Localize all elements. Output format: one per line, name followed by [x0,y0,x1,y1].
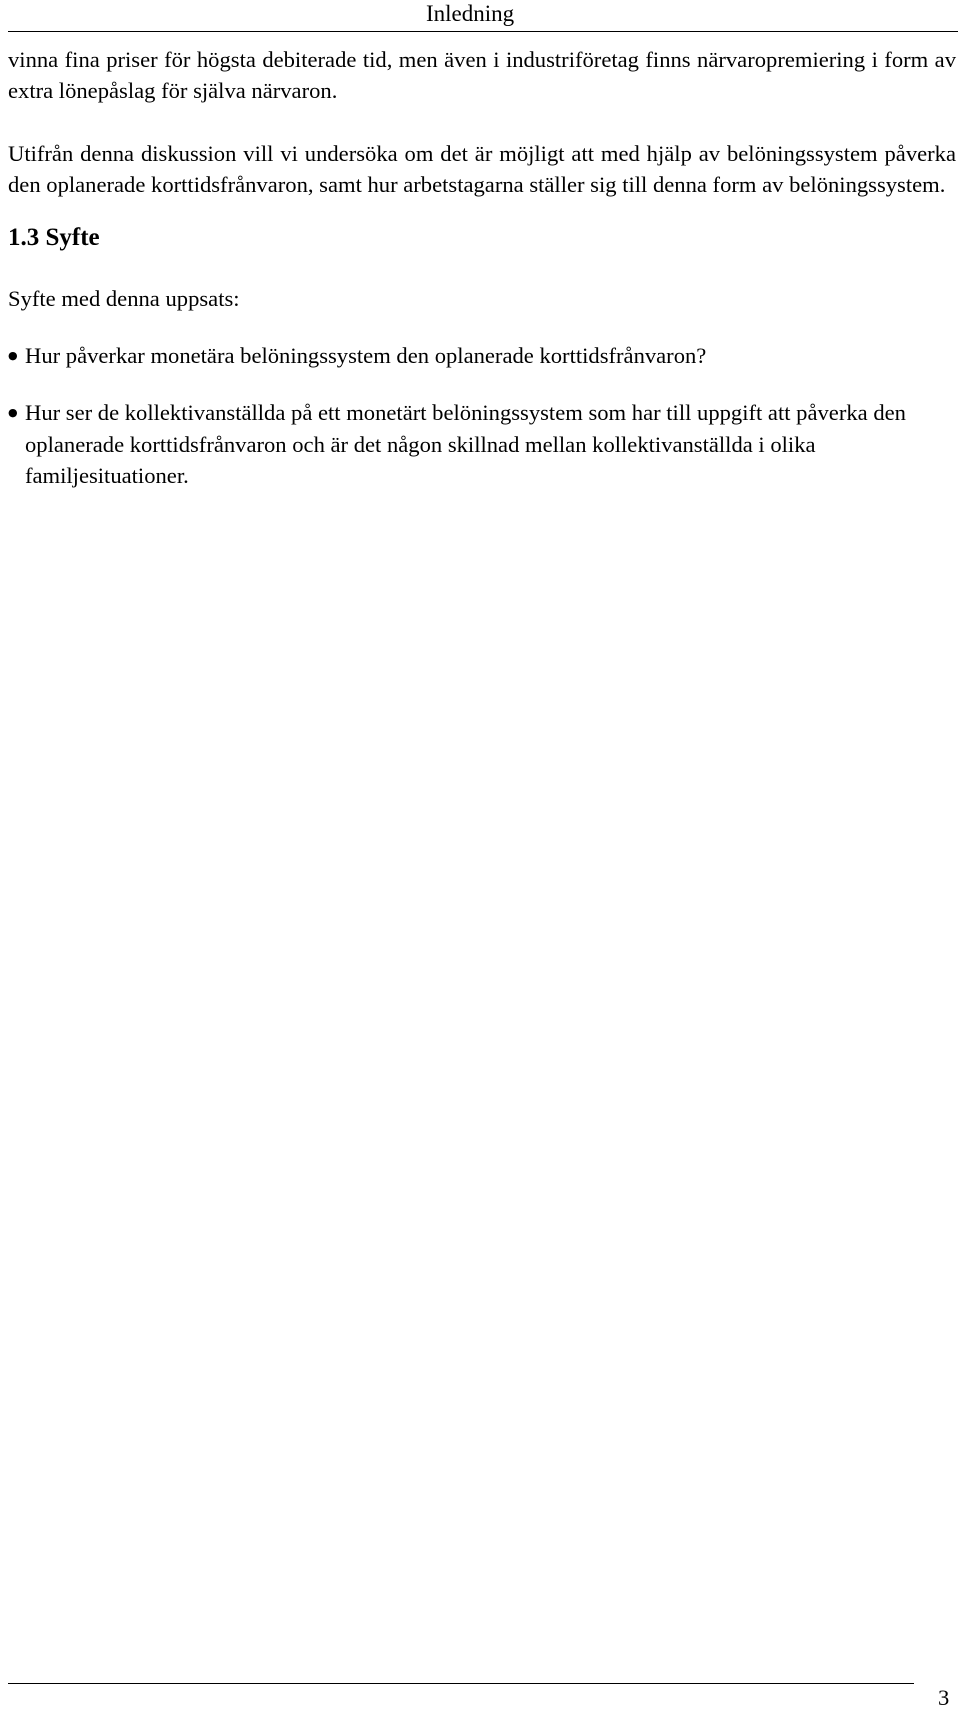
section-heading: 1.3 Syfte [8,223,100,251]
purpose-list [8,340,956,492]
purpose-list-item [8,397,956,491]
footer-rule [8,1683,914,1684]
page-number: 3 [938,1685,950,1710]
bullet-icon: ● [8,406,18,420]
running-header [8,0,958,32]
purpose-list-item [8,340,956,371]
page-content [8,44,956,492]
purpose-intro: Syfte med denna uppsats: [8,285,240,311]
body-paragraph-continued: vinna fina priser för högsta debiterade tid, men även i industriföretag finns närvaropremiering i form av extra lönepåslag för själva närvaron. [8,47,956,104]
purpose-question: Hur ser de kollektivanställda på ett monetärt belöningssystem som har till uppgift att påverka den oplanerade korttidsfrånvaron och är det någon skillnad mellan kollektivanställda i olika familjesituationer. [25,400,906,489]
body-paragraph: Utifrån denna diskussion vill vi undersöka om det är möjligt att med hjälp av belöningssystem påverka den oplanerade korttidsfrånvaron, samt hur arbetstagarna ställer sig till denna form av belöningssystem. [8,140,956,198]
bullet-icon: ● [8,349,18,363]
running-header-title: Inledning [426,1,515,26]
purpose-question: Hur påverkar monetära belöningssystem den oplanerade korttidsfrånvaron? [25,343,707,369]
